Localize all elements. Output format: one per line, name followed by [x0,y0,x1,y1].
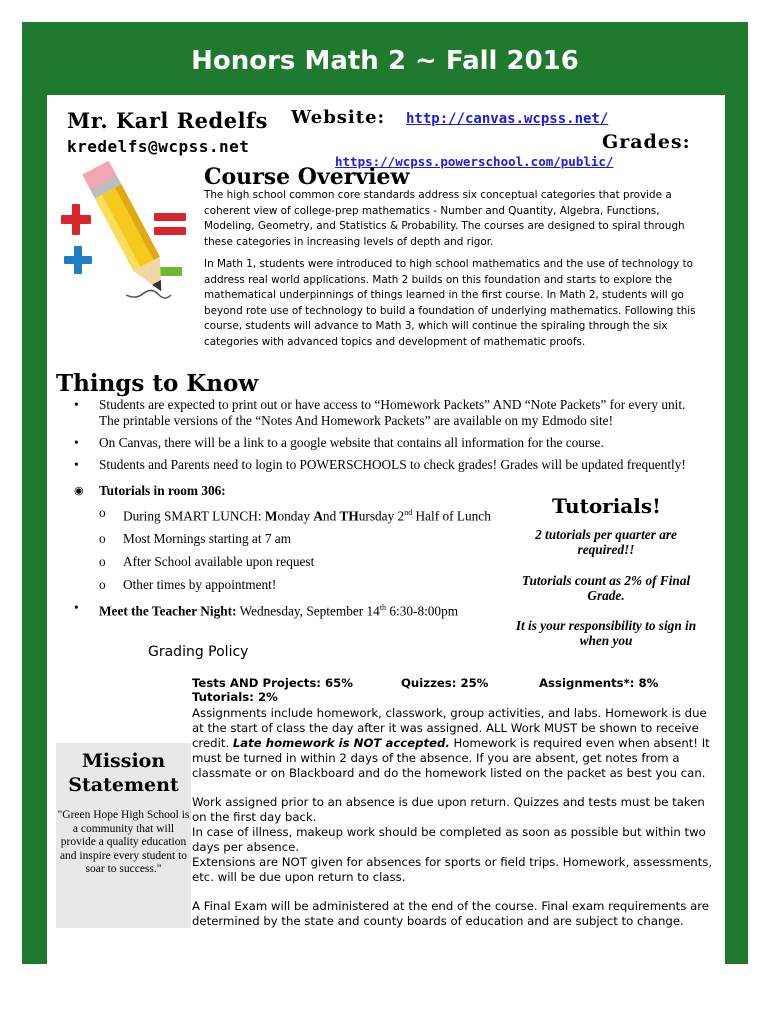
overview-paragraph-2: In Math 1, students were introduced to high school mathematics and the use of technology to address real world applications. Math 2 builds on this foundation and starts to explore the mathematical underpinnings of things learned in the first course. In Math 2, students will go beyond rote use of technology to build a foundation of underlying mathematics. Following this course, students will advance to Math 3, which will continue the spiraling through the six categories with advanced topics and development of mathematic proofs. [204,258,696,348]
tutorials-required: 2 tutorials per quarter are required!! [535,527,677,557]
weight-quizzes: Quizzes: 25% [401,676,489,690]
website-link[interactable]: http://canvas.wcpss.net/ [406,111,609,127]
policy-final-exam: A Final Exam will be administered at the end of the course. Final exam requirements are determined by the state and county boards of education and are subject to change. [192,899,709,928]
green-side-bar [725,94,747,394]
meet-teacher-label: Meet the Teacher Night: [99,603,237,619]
list-item: ◉ Tutorials in room 306: o During SMART LUNCH: Monday And THursday 2nd Half of Lunch o Most Mornings starting at 7 am o After School available upon request o Other times by appointment! [60,483,700,593]
weight-tutorials: Tutorials: 2% [192,690,278,704]
weight-tests: Tests AND Projects: 65% [192,676,353,690]
teacher-email: kredelfs@wcpss.net [67,137,250,156]
list-item: • On Canvas, there will be a link to a google website that contains all information for the course. [74,435,604,450]
grading-heading: Grading Policy [148,644,249,660]
weight-assignments: Assignments*: 8% [539,676,659,690]
list-item: • Students are expected to print out or have access to “Homework Packets” AND “Note Packets” for every unit. The printable versions of the “Notes And Homework Packets” are available on my Edmodo site! [74,397,686,428]
teacher-name: Mr. Karl Redelfs [67,108,268,133]
grading-policy-text [192,706,717,943]
mission-title: Mission Statement [68,750,179,796]
overview-paragraph-1: The high school common core standards address six conceptual categories that provide a coherent view of college-prep mathematics - Number and Quantity, Algebra, Functions, Modeling, Geometry, and Statistics & Probability. The courses are designed to spiral through these categories in increasing levels of depth and rigor. [204,189,685,248]
list-item: o Other times by appointment! [99,577,277,593]
tutorials-percent: Tutorials count as 2% of Final Grade. [521,573,691,603]
page-title: Honors Math 2 ~ Fall 2016 [191,46,579,76]
list-item: • Students and Parents need to login to POWERSCHOOLS to check grades! Grades will be updated frequently! [74,457,686,472]
list-item: o During SMART LUNCH: Monday And THursday 2nd Half of Lunch [99,505,491,524]
overview-heading: Course Overview [204,164,410,190]
grades-link[interactable]: https://wcpss.powerschool.com/public/ [335,154,614,169]
list-item: • Meet the Teacher Night: Wednesday, September 14th 6:30-8:00pm [74,600,459,619]
tutorials-heading: Tutorials! [552,494,661,518]
bullet-canvas-link: On Canvas, there will be a link to a google website that contains all information for the course. [99,435,604,450]
tutorials-responsibility: It is your responsibility to sign in when you [515,618,697,648]
bullet-homework-packets: Students are expected to print out or have access to “Homework Packets” AND “Note Packets” for every unit. The printable versions of the “Notes And Homework Packets” are available on my Edmodo site! [99,397,686,428]
things-heading: Things to Know [56,370,259,397]
mission-body: "Green Hope High School is a community that will provide a quality education and inspire every student to soar to success." [57,809,190,875]
list-item: o After School available upon request [99,554,315,570]
website-label: Website: [291,107,386,128]
bullet-tutorials-room: Tutorials in room 306: [99,483,226,498]
bullet-powerschool: Students and Parents need to login to POWERSCHOOLS to check grades! Grades will be updated frequently! [99,457,686,472]
mission-box [56,743,191,928]
grades-label: Grades: [602,131,691,153]
list-item: o Most Mornings starting at 7 am [99,531,292,547]
policy-absences: Work assigned prior to an absence is due upon return. Quizzes and tests must be taken on the first day back. In case of illness, makeup work should be completed as soon as possible but within two days per absence. Extensions are NOT given for absences for sports or field trips. Homework, assessments, etc. will be due upon return to class. [192,795,713,884]
pencil-math-clipart [56,155,196,310]
policy-assignments: Assignments include homework, classwork, group activities, and labs. Homework is due at the start of class the day after it was assigned. ALL Work MUST be shown to receive credit. Late homework is NOT accepted. Homework is required even when absent! It must be turned in within 2 days of the absence. If you are absent, get notes from a classmate or on Blackboard and do the homework listed on the packet as best you can. [192,706,710,780]
